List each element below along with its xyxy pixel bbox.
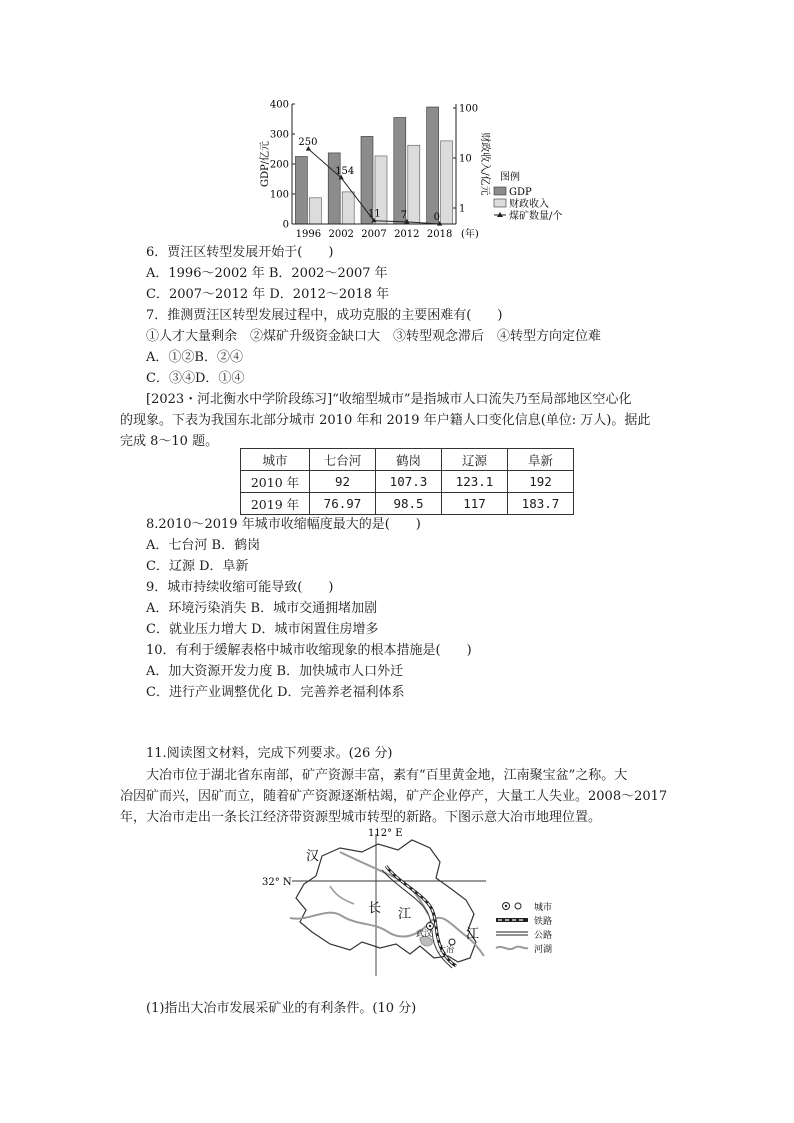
intro-line3: 完成 8～10 题。 (120, 434, 219, 449)
q11-para-line3: 年，大冶市走出一条长江经济带资源型城市转型的新路。下图示意大冶市地理位置。 (120, 810, 602, 825)
left-tick-label: 300 (269, 129, 289, 141)
q6-options-cd: C．2007～2012 年 D．2012～2018 年 (146, 287, 390, 302)
left-tick-label: 400 (269, 99, 289, 111)
coal-data-label: 154 (335, 165, 355, 177)
table-cell: 123.1 (442, 471, 508, 493)
gdp-chart (258, 96, 588, 242)
coal-data-label: 250 (298, 137, 318, 148)
right-tick-label: 10 (459, 153, 472, 165)
daye-label: 大冶 (438, 945, 454, 954)
right-tick-label: 100 (459, 103, 479, 115)
q9-options-cd: C．就业压力增大 D．城市闲置住房增多 (146, 622, 379, 637)
wuhan-label: 武汉 (416, 929, 432, 938)
coal-data-label: 11 (368, 208, 381, 220)
legend-revenue-swatch (494, 199, 506, 207)
population-table (240, 448, 574, 515)
table-cell: 183.7 (508, 493, 574, 515)
left-tick-label: 0 (282, 219, 289, 231)
table-cell: 92 (310, 471, 376, 493)
gdp-bar (295, 157, 307, 225)
right-ticks (453, 104, 478, 215)
gdp-bar (328, 153, 340, 224)
q6-stem: 6．贾汪区转型发展开始于( ) (146, 245, 334, 260)
table-cell: 76.97 (310, 493, 376, 515)
left-tick-label: 200 (269, 159, 289, 171)
legend-river-label: 河湖 (534, 945, 553, 955)
q11-para-line2: 冶因矿而兴，因矿而立，随着矿产资源逐渐枯竭，矿产企业停产，大量工人失业。2008～2017 (120, 789, 668, 804)
bars-layer (295, 107, 452, 224)
legend-revenue-label: 财政收入 (509, 199, 549, 210)
q10-stem: 10．有利于缓解表格中城市收缩现象的根本措施是( ) (146, 643, 472, 658)
revenue-bar (342, 192, 354, 224)
legend-railway-label: 铁路 (534, 917, 553, 927)
longitude-label: 112° E (368, 828, 403, 839)
right-tick-label: 1 (459, 203, 466, 215)
intro-line2: 的现象。下表为我国东北部分城市 2010 年和 2019 年户籍人口变化信息(单位: 万人)。据此 (120, 413, 651, 428)
jiang-label-2: 江 (466, 927, 480, 942)
legend-gdp-label: GDP (509, 187, 532, 198)
q8-stem: 8.2010～2019 年城市收缩幅度最大的是( ) (146, 517, 421, 532)
x-ticks (296, 229, 453, 240)
x-tick-label: 2012 (394, 229, 420, 240)
table-header-cell: 鹤岗 (376, 449, 442, 471)
legend-highway-label: 公路 (534, 931, 553, 941)
table-cell: 117 (442, 493, 508, 515)
table-row (241, 493, 574, 515)
q6-options-ab: A．1996～2002 年 B．2002～2007 年 (146, 266, 388, 281)
table-header-cell: 城市 (241, 449, 310, 471)
right-axis-label: 财政收入/亿元 (479, 132, 490, 196)
q7-options-cd: C．③④D．①④ (146, 371, 245, 386)
left-axis-label: GDP/亿元 (260, 140, 271, 188)
legend-gdp-swatch (494, 187, 506, 195)
table-cell: 192 (508, 471, 574, 493)
q9-options-ab: A．环境污染消失 B．城市交通拥堵加剧 (146, 601, 378, 616)
legend-river-icon (496, 947, 528, 950)
table-header-cell: 辽源 (442, 449, 508, 471)
q10-options-cd: C．进行产业调整优化 D．完善养老福利体系 (146, 685, 405, 700)
latitude-label: 32° N (262, 877, 292, 888)
table-cell: 2019 年 (241, 493, 310, 515)
x-unit: (年) (461, 229, 479, 240)
legend-city-label: 城市 (534, 903, 553, 913)
legend-coal-label: 煤矿数量/个 (509, 211, 563, 222)
left-tick-label: 100 (269, 189, 289, 201)
q7-options-ab: A．①②B．②④ (146, 350, 243, 365)
chang-label: 长 (368, 901, 382, 916)
q7-stem: 7．推测贾汪区转型发展过程中，成功克服的主要困难有( ) (146, 308, 503, 323)
gdp-bar (427, 107, 439, 224)
q11-para-line1: 大冶市位于湖北省东南部，矿产资源丰富，素有“百里黄金地，江南聚宝盆”之称。大 (146, 768, 628, 783)
q10-options-ab: A．加大资源开发力度 B．加快城市人口外迁 (146, 664, 404, 679)
q8-options-ab: A．七台河 B．鹤岗 (146, 538, 261, 553)
revenue-bar (309, 198, 321, 224)
q7-items: ①人才大量剩余 ②煤矿升级资金缺口大 ③转型观念滞后 ④转型方向定位难 (146, 329, 602, 344)
q8-options-cd: C．辽源 D．阜新 (146, 559, 249, 574)
q9-stem: 9．城市持续收缩可能导致( ) (146, 580, 334, 595)
table-header-row (241, 449, 574, 471)
table-cell: 2010 年 (241, 471, 310, 493)
left-ticks (270, 100, 295, 231)
q11-stem: 11.阅读图文材料，完成下列要求。(26 分) (146, 746, 393, 761)
intro-line1: [2023・河北衡水中学阶段练习]“收缩型城市”是指城市人口流失乃至局部地区空心化 (146, 392, 632, 407)
location-map (262, 826, 590, 994)
revenue-bar (408, 145, 420, 224)
legend-title: 图例 (500, 172, 520, 183)
x-tick-label: 2002 (328, 229, 354, 240)
legend (494, 170, 562, 222)
coal-data-label: 0 (433, 212, 440, 223)
x-tick-label: 2018 (426, 229, 453, 240)
table-row (241, 471, 574, 493)
q11-subquestion-1: (1)指出大冶市发展采矿业的有利条件。(10 分) (146, 1001, 417, 1016)
han-label: 汉 (306, 849, 320, 864)
x-tick-label: 1996 (295, 229, 322, 240)
x-tick-label: 2007 (361, 229, 387, 240)
table-header-cell: 七台河 (310, 449, 376, 471)
map-legend (496, 901, 552, 955)
chart-svg (258, 96, 588, 242)
coal-data-label: 7 (400, 209, 408, 221)
table-header-cell: 阜新 (508, 449, 574, 471)
revenue-bar (441, 141, 453, 224)
jiang-label-1: 江 (398, 907, 412, 922)
gdp-bar (394, 118, 406, 225)
table-cell: 107.3 (376, 471, 442, 493)
table-cell: 98.5 (376, 493, 442, 515)
map-svg (262, 826, 590, 994)
